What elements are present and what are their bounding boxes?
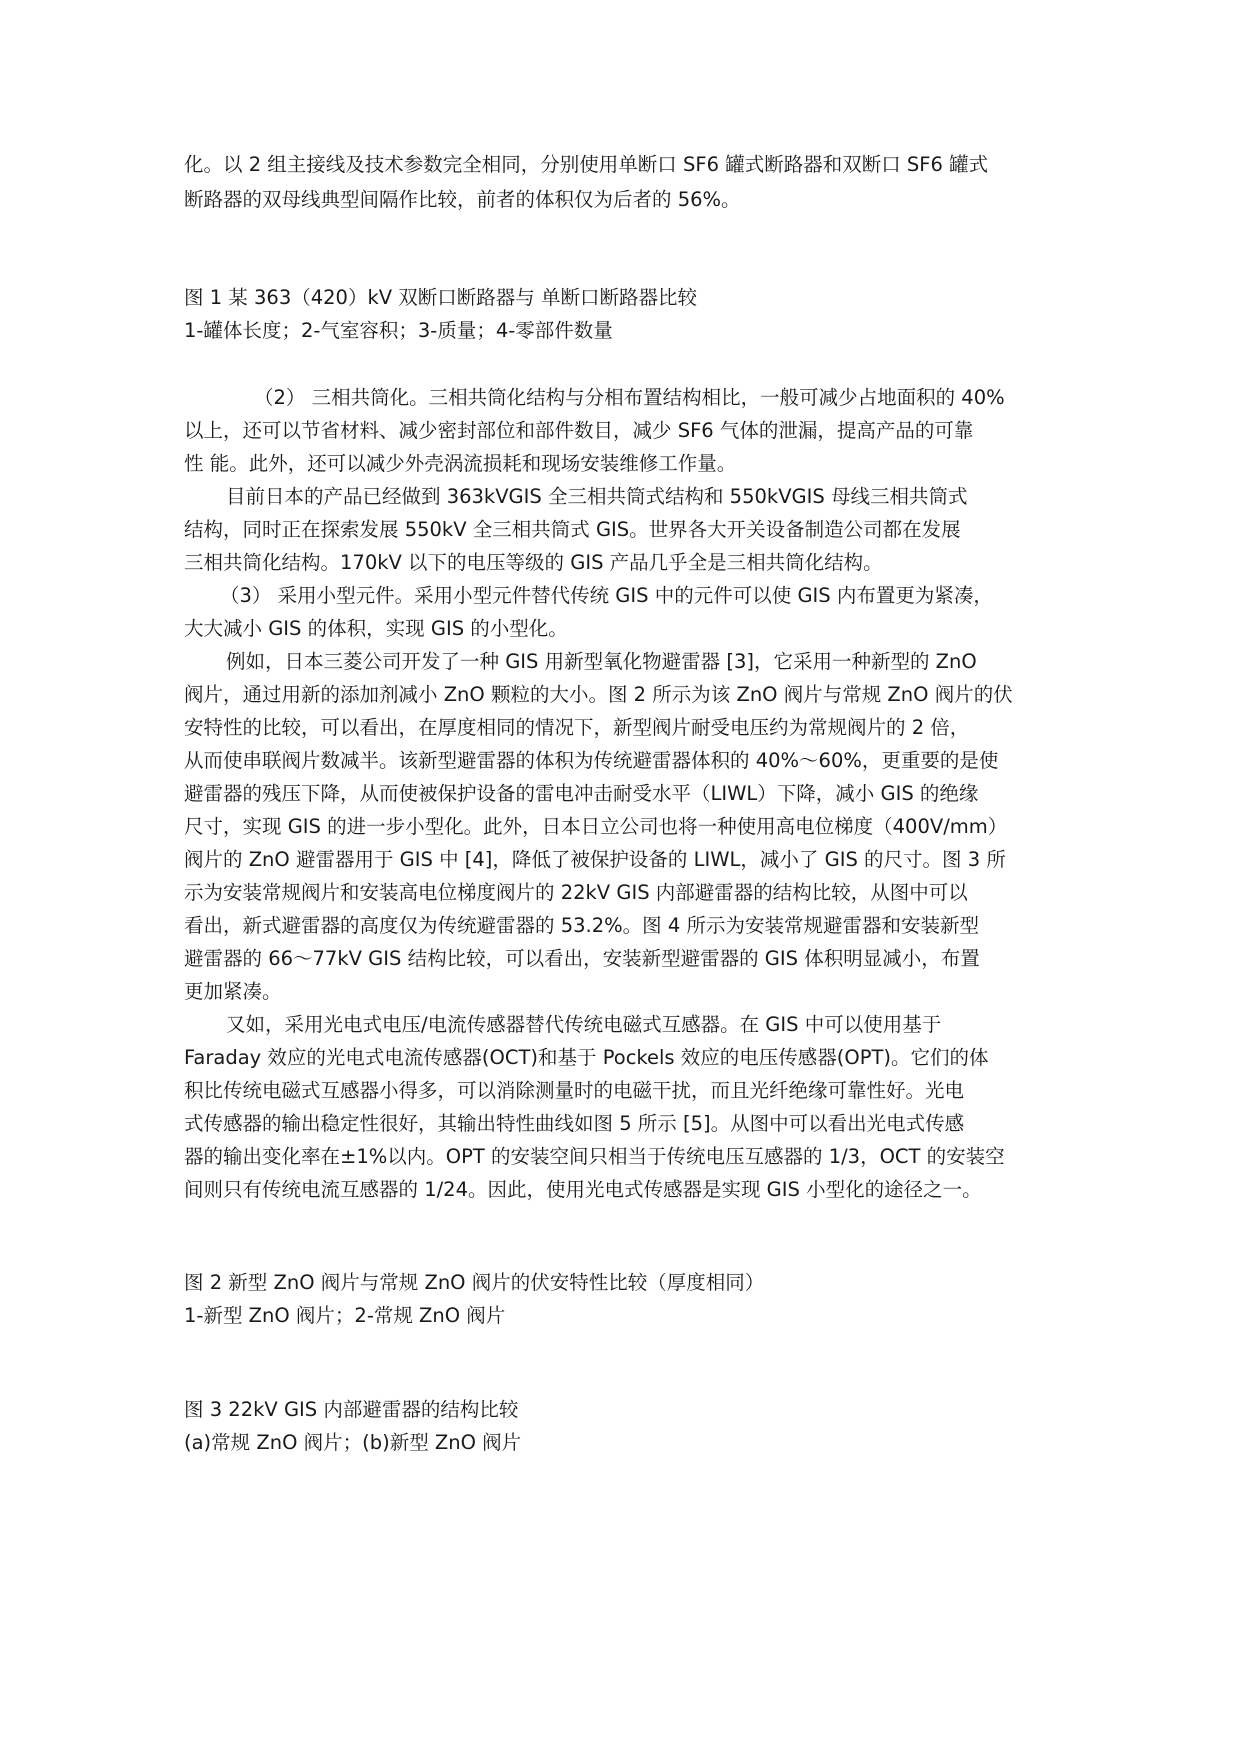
paragraph-line: 大大减小 GIS 的体积，实现 GIS 的小型化。 [184, 617, 568, 640]
paragraph-line: 例如，日本三菱公司开发了一种 GIS 用新型氧化物避雷器 [3]，它采用一种新型的 ZnO [226, 650, 977, 673]
figure-2-caption: 图 2 新型 ZnO 阀片与常规 ZnO 阀片的伏安特性比较（厚度相同） [184, 1271, 765, 1294]
paragraph-line: 式传感器的输出稳定性很好，其输出特性曲线如图 5 所示 [5]。从图中可以看出光电式传感 [184, 1112, 965, 1135]
paragraph-line: 积比传统电磁式互感器小得多，可以消除测量时的电磁干扰，而且光纤绝缘可靠性好。光电 [184, 1079, 965, 1102]
paragraph-line: （2） 三相共筒化。三相共筒化结构与分相布置结构相比，一般可减少占地面积的 40% [254, 386, 1005, 409]
paragraph-line: 避雷器的残压下降，从而使被保护设备的雷电冲击耐受水平（LIWL）下降，减小 GIS 的绝缘 [184, 782, 979, 805]
paragraph-line: 避雷器的 66～77kV GIS 结构比较，可以看出，安装新型避雷器的 GIS 体积明显减小，布置 [184, 947, 980, 970]
figure-3-caption: 图 3 22kV GIS 内部避雷器的结构比较 [184, 1398, 519, 1421]
paragraph-line: 看出，新式避雷器的高度仅为传统避雷器的 53.2%。图 4 所示为安装常规避雷器和安装新型 [184, 914, 979, 937]
paragraph-line: 性 能。此外，还可以减少外壳涡流损耗和现场安装维修工作量。 [184, 452, 737, 475]
paragraph-line: 器的输出变化率在±1%以内。OPT 的安装空间只相当于传统电压互感器的 1/3，OCT 的安装空 [184, 1145, 1005, 1168]
figure-3-legend: (a)常规 ZnO 阀片；(b)新型 ZnO 阀片 [184, 1431, 522, 1454]
paragraph-line: 又如，采用光电式电压/电流传感器替代传统电磁式互感器。在 GIS 中可以使用基于 [226, 1013, 942, 1036]
paragraph-line: 示为安装常规阀片和安装高电位梯度阀片的 22kV GIS 内部避雷器的结构比较，从图中可以 [184, 881, 968, 904]
paragraph-line: 化。以 2 组主接线及技术参数完全相同，分别使用单断口 SF6 罐式断路器和双断口 SF6 罐式 [184, 153, 989, 176]
figure-2-legend: 1-新型 ZnO 阀片；2-常规 ZnO 阀片 [184, 1304, 506, 1327]
paragraph-line: 阀片，通过用新的添加剂减小 ZnO 颗粒的大小。图 2 所示为该 ZnO 阀片与常规 ZnO 阀片的伏 [184, 683, 1013, 706]
paragraph-line: 尺寸，实现 GIS 的进一步小型化。此外，日本日立公司也将一种使用高电位梯度（400V/mm） [184, 815, 1008, 838]
paragraph-line: 结构，同时正在探索发展 550kV 全三相共筒式 GIS。世界各大开关设备制造公司都在发展 [184, 518, 961, 541]
paragraph-line: Faraday 效应的光电式电流传感器(OCT)和基于 Pockels 效应的电压传感器(OPT)。它们的体 [184, 1046, 989, 1069]
paragraph-line: 安特性的比较，可以看出，在厚度相同的情况下，新型阀片耐受电压约为常规阀片的 2 倍， [184, 716, 970, 739]
paragraph-line: 阀片的 ZnO 避雷器用于 GIS 中 [4]，降低了被保护设备的 LIWL，减小了 GIS 的尺寸。图 3 所 [184, 848, 1006, 871]
paragraph-line: （3） 采用小型元件。采用小型元件替代传统 GIS 中的元件可以使 GIS 内布置更为紧凑， [220, 584, 993, 607]
paragraph-line: 间则只有传统电流互感器的 1/24。因此，使用光电式传感器是实现 GIS 小型化的途径之一。 [184, 1178, 982, 1201]
paragraph-line: 目前日本的产品已经做到 363kVGIS 全三相共筒式结构和 550kVGIS 母线三相共筒式 [226, 485, 968, 508]
paragraph-line: 以上，还可以节省材料、减少密封部位和部件数目，减少 SF6 气体的泄漏，提高产品的可靠 [184, 419, 974, 442]
paragraph-line: 从而使串联阀片数减半。该新型避雷器的体积为传统避雷器体积的 40%～60%，更重要的是使 [184, 749, 999, 772]
paragraph-line: 更加紧凑。 [184, 980, 282, 1003]
figure-1-caption: 图 1 某 363（420）kV 双断口断路器与 单断口断路器比较 [184, 286, 697, 309]
figure-1-legend: 1-罐体长度；2-气室容积；3-质量；4-零部件数量 [184, 319, 613, 342]
paragraph-line: 断路器的双母线典型间隔作比较，前者的体积仅为后者的 56%。 [184, 188, 741, 211]
paragraph-line: 三相共筒化结构。170kV 以下的电压等级的 GIS 产品几乎全是三相共筒化结构。 [184, 551, 883, 574]
